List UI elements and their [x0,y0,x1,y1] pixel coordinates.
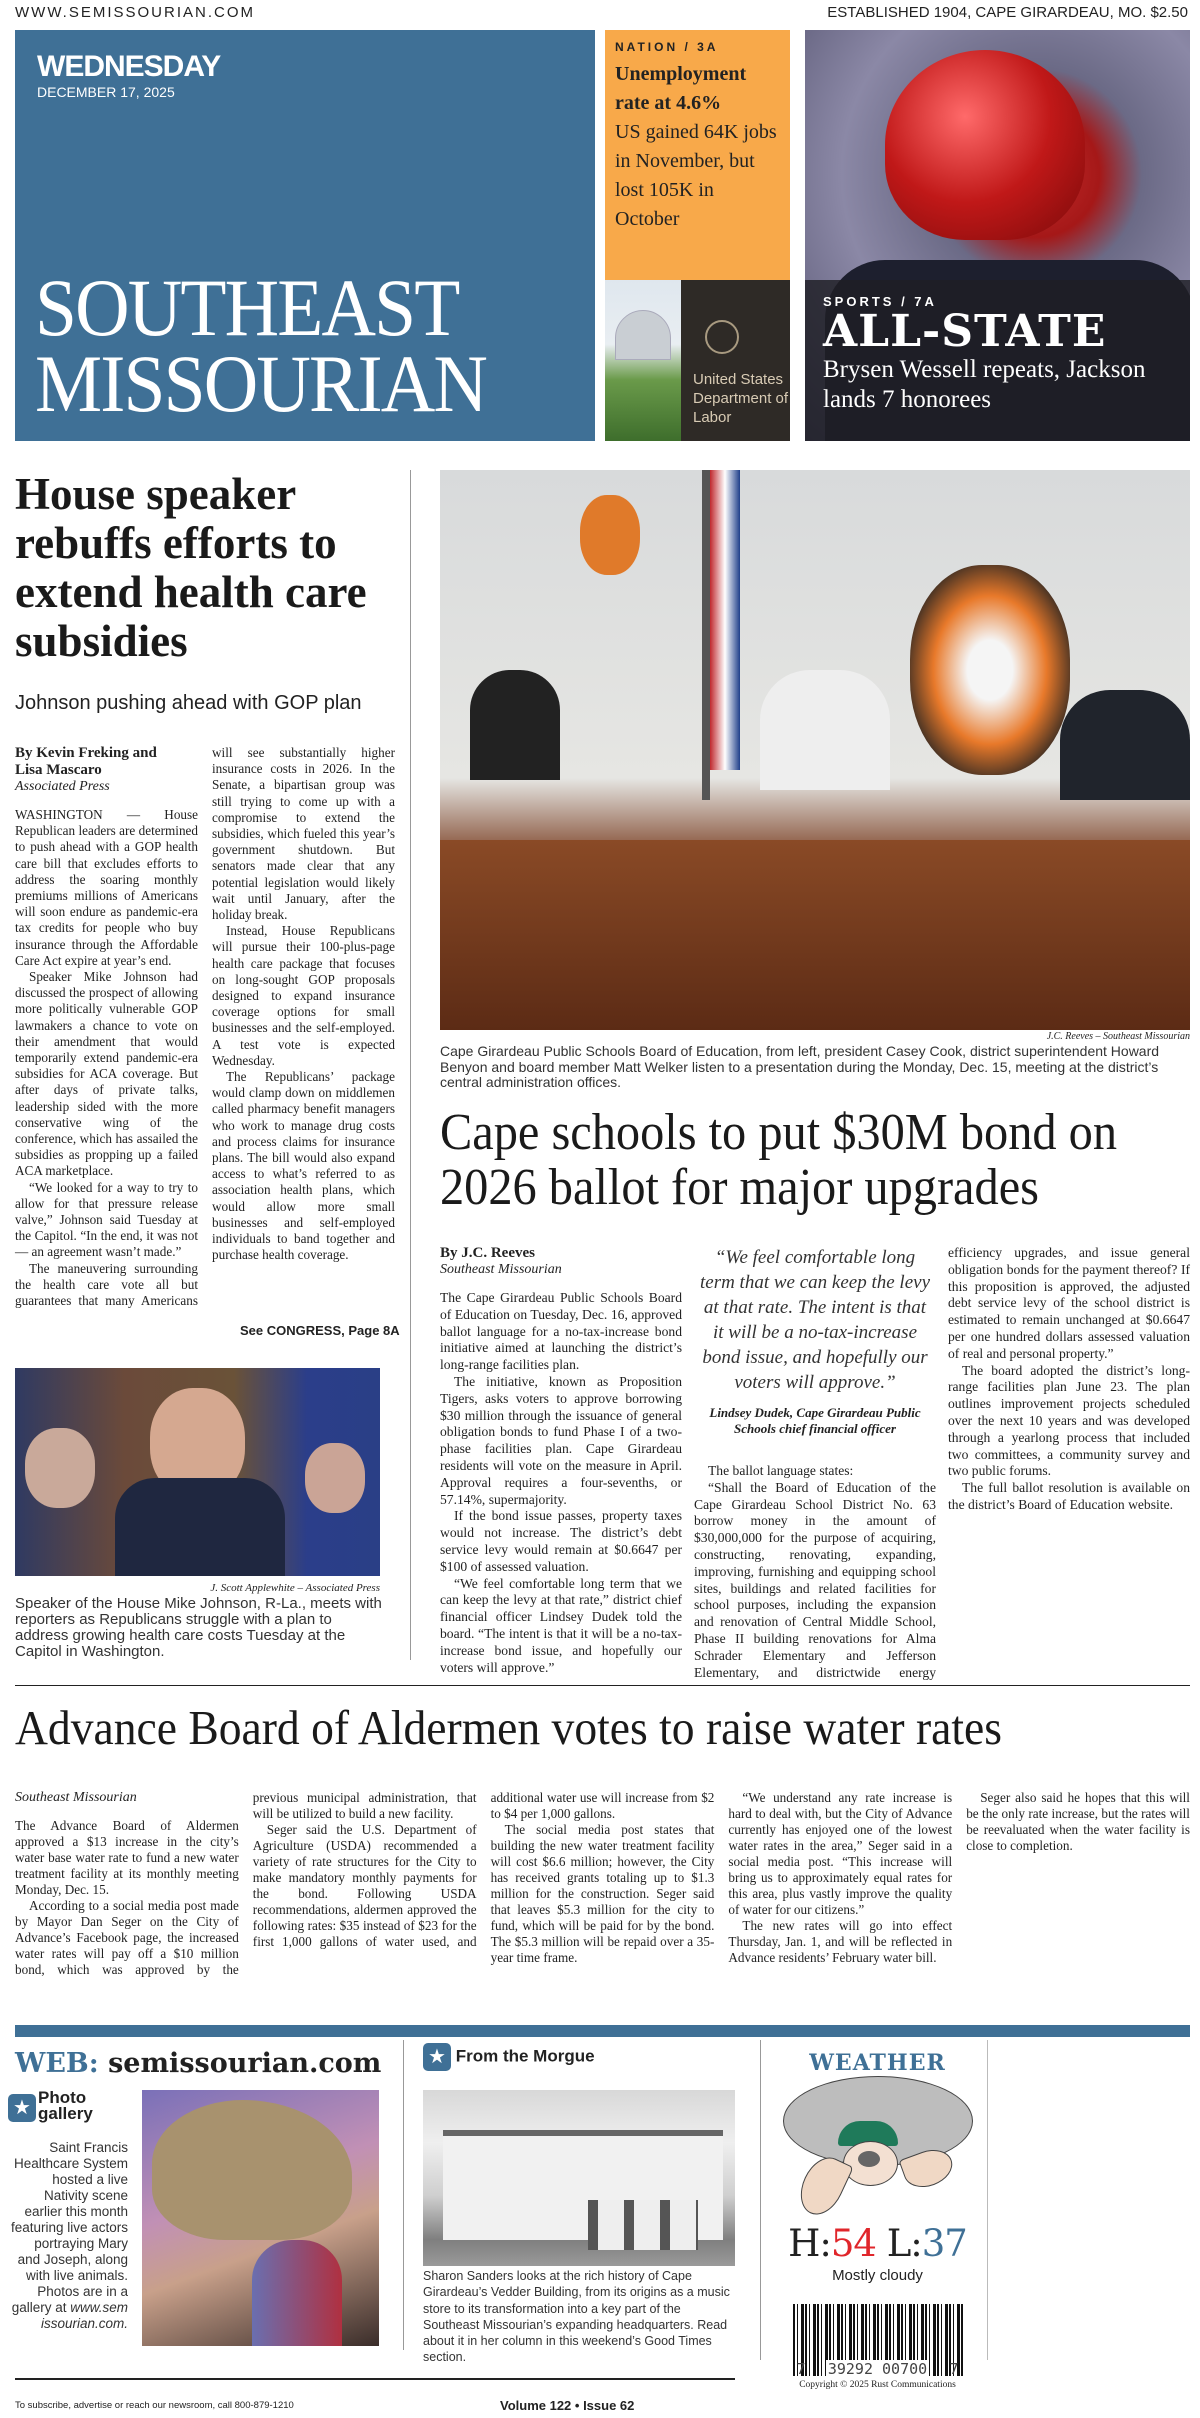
byline-org: Associated Press [15,779,110,794]
barcode [793,2304,963,2376]
teaser-subhead: Brysen Wessell repeats, Jackson lands 7 honorees [823,356,1146,413]
web-label: WEB: [15,2048,99,2079]
paragraph: The full ballot resolution is available on the district’s Board of Education website. [948,1480,1190,1512]
contact-line: To subscribe, advertise or reach our newsroom, call 800-879-1210 [15,2400,294,2411]
teaser-headline: Unemployment rate at 4.6% [615,63,747,114]
low-temp: 37 [921,2222,967,2265]
paragraph: Seger said the U.S. Department of Agriculture (USDA) recommended a variety of rate structures for the City to make mandatory monthly payments for the bond. Following USDA recommendations, aldermen approved the following rates: $35 instead of $23 for the first 1,000 gallons of water used, and additional water use will increase from $2 to $4 per 1,000 gallons. [252,1790,715,1949]
paragraph: Instead, House Republicans will pursue their 100-plus-page health care package that focuses on long-sought GOP proposals designed to expand insurance coverage options for small businesses and the self-employed. A test vote is expected Wednesday. [212,923,395,1068]
labor-seal-icon [705,320,739,354]
byline-org: Southeast Missourian [15,1790,137,1805]
paragraph: The Republicans’ package would clamp down on middlemen called pharmacy benefit managers who work to manage drug costs and process claims for insurance plans. The bill would also expand access to what’s referred to as association health plans, which would allow more small businesses and self-employed individuals to band together and purchase health coverage. [212,1069,395,1263]
star-icon: ★ [8,2094,36,2122]
paragraph: The social media post states that building the new water treatment facility will cost $6.6 million; however, the City has received grants totaling up to $1.3 million for the construction. Seger said that leaves $5.3 million for the city to fund, which will be paid for by the bond. The $5.3 million will be repaid over a 35-year time frame. [490,1822,715,1965]
high-temp: 54 [830,2222,876,2265]
column-divider [987,2040,988,2360]
paragraph: The Advance Board of Aldermen approved a $13 increase in the city’s water base water rate to fund a new water treatment facility at its monthly meeting Monday, Dec. 15. [15,1818,239,1897]
paragraph: “We feel comfortable long term that we can keep the levy at that rate,” district chief financial officer Lindsey Dudek told the board. “The intent is that it will be a no-tax-increase bond issue, and hopefully our voters will approve.” [440,1575,682,1675]
high-label: H: [788,2222,831,2265]
copyright: Copyright © 2025 Rust Communications [799,2380,956,2390]
byline: By J.C. Reeves [440,1245,535,1261]
lead-body [15,745,395,1325]
player-helmet [885,50,1085,240]
paragraph: “We understand any rate increase is hard to deal with, but the City of Advance currently has enjoyed one of the lowest water rates in the area,” Seger said in a social media post. “This increase will bring us to approximately equal rates for this area, plus vastly improve the quality of water for our citizens.” [728,1790,953,1917]
footer-rule [15,2378,735,2380]
weather-condition: Mostly cloudy [832,2267,923,2284]
paragraph: The board adopted the district’s long-range facilities plan June 23. The plan outlines improvement projects scheduled over the next 10 years and was developed through a yearlong process that included two committees, a community survey and two public forums. [948,1362,1190,1479]
johnson-photo [15,1368,380,1576]
paragraph: The Cape Girardeau Public Schools Board of Education on Tuesday, Dec. 16, approved ballot language for a no-tax-increase bond initiative aimed at launching the district’s long-range facilities plan. [440,1290,682,1373]
gallery-link[interactable]: www.semissourian.com. [40,2300,128,2331]
barcode-digits [793,2360,963,2378]
low-label: L: [886,2222,922,2265]
paragraph: If the bond issue passes, property taxes would not increase. The district’s debt service levy would remain at $0.6647 per $100 of assessed valuation. [440,1508,682,1574]
volume-issue: Volume 122 • Issue 62 [500,2398,635,2413]
temperature-readout [780,2222,975,2265]
cloud-mascot-icon [783,2076,973,2216]
sports-teaser[interactable] [805,30,1190,441]
established-price: ESTABLISHED 1904, CAPE GIRARDEAU, MO. $2.50 [827,4,1188,21]
labor-department-photo [605,280,790,441]
nameplate-line1: SOUTHEAST [35,262,459,353]
byline-org: Southeast Missourian [440,1262,562,1277]
lead-headline[interactable]: House speaker rebuffs efforts to extend health care subsidies [15,469,367,666]
teaser-section: NATION / 3A [615,40,719,54]
photo-caption: Cape Girardeau Public Schools Board of Education, from left, president Casey Cook, district superintendent Howard Benyon and board member Matt Welker listen to a presentation during the Monday, Dec. 15, meeting at the district’s central administration offices. [440,1043,1160,1090]
site-url: WWW.SEMISSOURIAN.COM [15,4,255,21]
teaser-body: US gained 64K jobs in November, but lost 105K in October [615,121,777,230]
gallery-description: Saint Francis Healthcare System hosted a live Nativity scene earlier this month featuring live actors portraying Mary and Joseph, along with live animals. Photos are in a gallery at [10,2140,128,2315]
morgue-title-text: From the Morgue [455,2046,595,2066]
weekday: WEDNESDAY [37,50,221,83]
paragraph: Seger also said he hopes that this will be the only rate increase, but the rates will be reevaluated when the water facility is close to completion. [966,1790,1190,1853]
paragraph: “Shall the Board of Education of the Cape Girardeau School District No. 63 borrow money in the amount of $30,000,000 for the purpose of acquiring, constructing, renovating, expanding, improving, furnishing and equipping school sites, buildings and related facilities for school purposes, including the expansion and renovation of Central Middle School, Phase II building renovations for Alma Schrader Elementary and Jefferson Elementary, and districtwide energy efficiency upgrades, and issue general obligation bonds for the payment thereof? If this proposition is approved, the adjusted debt service levy of the school district is estimated to remain unchanged at $0.6647 per one hundred dollars assessed valuation of real and personal property.” [694,1245,1190,1680]
nameplate-line2: MISSOURIAN [35,338,487,429]
star-icon: ★ [423,2043,451,2071]
byline: By Kevin Freking and Lisa Mascaro [15,745,157,778]
web-site[interactable]: semissourian.com [108,2048,382,2079]
paragraph: “We looked for a way to try to allow for that pressure release valve,” Johnson said Tuesday at the Capitol. “In the end, it was not — an agreement wasn’t made.” [15,1179,198,1260]
photo-credit: J.C. Reeves – Southeast Missourian [1046,1031,1190,1042]
column-divider [403,2040,404,2350]
capitol-image [605,280,681,441]
barcode-left-digit: 7 [796,2360,806,2378]
nation-teaser[interactable] [605,30,790,280]
school-headline[interactable]: Cape schools to put $30M bond on 2026 ballot for major upgrades [440,1104,1118,1216]
teaser-section: SPORTS / 7A [823,294,937,309]
photo-credit: J. Scott Applewhite – Associated Press [210,1582,380,1594]
section-bar [15,2025,1190,2037]
paragraph: According to a social media post made by Mayor Dan Seger on the City of Advance’s Facebook page, the increased water rates will pay off a $10 million bond, which was approved by the previous municipal administration, that will be utilized to build a new facility. [15,1790,477,1977]
article-paragraphs [15,745,395,1325]
school-body [440,1245,1190,1685]
jump-link[interactable]: See CONGRESS, Page 8A [240,1323,400,1338]
labor-sign-text: United States Department of Labor [693,371,789,426]
pull-quote: “We feel comfortable long term that we can keep the levy at that rate. The intent is that it will be a no-tax-increase bond issue, and hopefully our voters will approve.” [699,1247,930,1393]
article-paragraphs [440,1290,682,1676]
web-promo[interactable] [15,2048,381,2079]
column-divider [760,2040,761,2360]
sports-overlay [805,280,1190,441]
paragraph: The initiative, known as Proposition Tigers, asks voters to approve borrowing $30 million through the issuance of general obligation bonds to fund Phase I of a two-phase facilities plan. Cape Girardeau residents will vote on the measure in April. Approval requires a four-sevenths, or 57.14%, supermajority. [440,1373,682,1507]
lead-deck: Johnson pushing ahead with GOP plan [15,692,362,714]
issue-date: DECEMBER 17, 2025 [37,84,175,100]
barcode-right-digit: 7 [949,2360,959,2378]
water-body [15,1790,1190,1980]
morgue-title [423,2043,595,2071]
morgue-text: Sharon Sanders looks at the rich history of Cape Girardeau’s Vedder Building, from its origins as a music store to its transformation into a key part of the Southeast Missourian’s expanding headquarters. Read about it in her column in this weekend’s Good Times section. [423,2269,730,2365]
paragraph: WASHINGTON — House Republican leaders are determined to push ahead with a GOP health care bill that excludes efforts to address the soaring monthly premiums millions of Americans will soon endure as pandemic-era tax credits for people who buy insurance through the Affordable Care Act expire at year’s end. [15,807,198,968]
gallery-title: Photo gallery [38,2088,93,2123]
vedder-building-photo [423,2090,735,2266]
water-headline[interactable]: Advance Board of Aldermen votes to raise water rates [15,1700,1002,1755]
column-divider [410,470,411,1660]
article-paragraphs [15,1790,1190,1980]
photo-caption: Speaker of the House Mike Johnson, R-La., meets with reporters as Republicans struggle with a plan to address growing health care costs Tuesday at the Capitol in Washington. [15,1595,382,1660]
school-board-photo [440,470,1190,1030]
paragraph: The ballot language states: [708,1463,854,1478]
pull-quote-box [694,1245,936,1437]
weather-box [780,2050,975,2390]
barcode-number: 39292 00700 [827,2360,928,2378]
gallery-text [10,2140,128,2332]
nativity-camel-photo [142,2090,379,2346]
weather-title: WEATHER [809,2050,946,2076]
masthead [15,30,595,441]
paragraph: The maneuvering surrounding the health care vote all but guarantees that many Americans will see substantially higher insurance costs in 2026. In the Senate, a bipartisan group was still trying to come up with a compromise to extend the subsidies, which fueled this year’s government shutdown. But senators made clear that any potential legislation would likely wait until January, after the holiday break. [15,745,395,1309]
section-rule [15,1685,1190,1686]
teaser-headline: ALL-STATE [823,306,1107,357]
pull-quote-attribution: Lindsey Dudek, Cape Girardeau Public Schools chief financial officer [709,1405,921,1436]
paragraph: The new rates will go into effect Thursday, Jan. 1, and will be reflected in Advance residents’ February water bill. [728,1918,953,1965]
paragraph: Speaker Mike Johnson had discussed the prospect of allowing more politically vulnerable GOP lawmakers a chance to vote on their amendment that would temporarily extend pandemic-era subsidies for ACA coverage. But after days of private talks, leadership sided with the more conservative wing of the conference, which has assailed the subsidies as propping up a failed ACA marketplace. [15,969,198,1179]
